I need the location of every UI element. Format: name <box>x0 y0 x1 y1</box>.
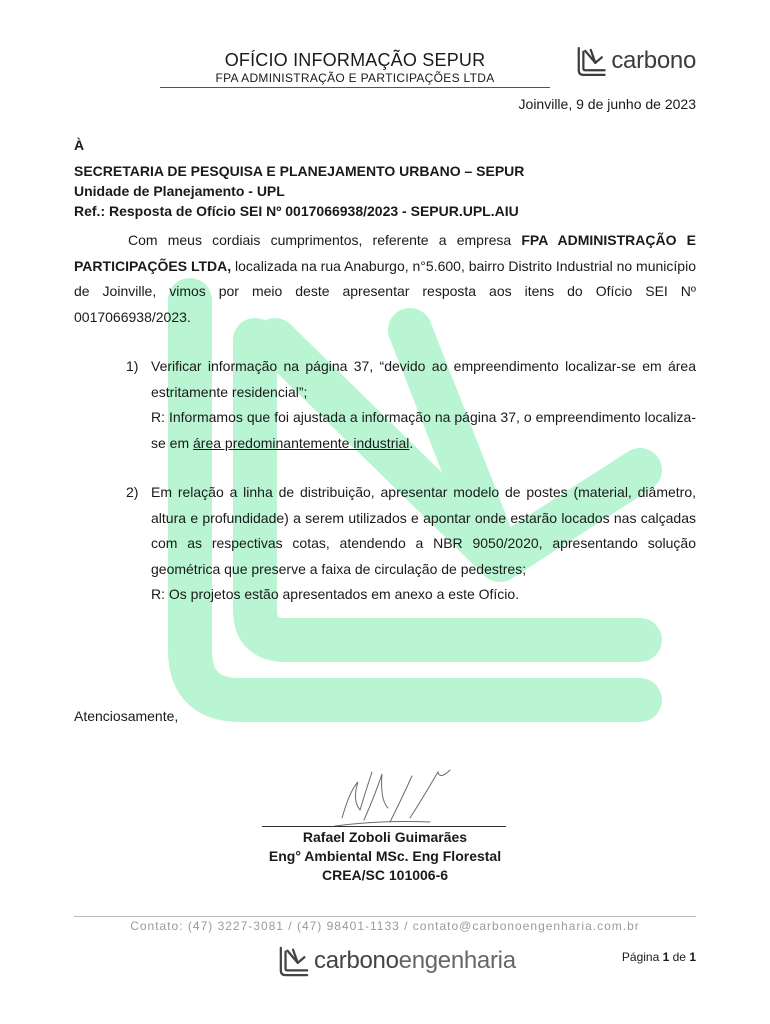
closing: Atenciosamente, <box>74 708 179 724</box>
list-item <box>126 480 696 608</box>
signer-title: Eng° Ambiental MSc. Eng Florestal <box>268 848 502 864</box>
footer-logo-light: engenharia <box>398 947 516 974</box>
document-date: Joinville, 9 de junho de 2023 <box>518 96 696 112</box>
signer-block <box>200 828 570 885</box>
intro-text-1: Com meus cordiais cumprimentos, referente a empresa <box>128 232 522 248</box>
recipient-block <box>74 135 524 221</box>
carbono-leaf-icon <box>278 944 310 978</box>
logo-text: carbono <box>611 47 696 74</box>
recipient-line-2: Unidade de Planejamento - UPL <box>74 183 285 199</box>
recipient-line-1: SECRETARIA DE PESQUISA E PLANEJAMENTO URBANO – SEPUR <box>74 163 525 179</box>
carbono-leaf-icon <box>576 43 607 79</box>
list-item <box>126 354 696 456</box>
recipient-line-3: Ref.: Resposta de Ofício SEI Nº 0017066938/2023 - SEPUR.UPL.AIU <box>74 203 519 219</box>
item-number: 1) <box>126 358 139 374</box>
document-title: OFÍCIO INFORMAÇÃO SEPUR <box>224 50 486 70</box>
underlined-text: área predominantemente industrial <box>193 434 410 451</box>
signer-name: Rafael Zoboli Guimarães <box>302 829 468 845</box>
salutation: À <box>74 137 85 153</box>
item-question: Verificar informação na página 37, “devido ao empreendimento localizar-se em área estritamente residencial”; <box>151 358 696 400</box>
footer-contact: Contato: (47) 3227-3081 / (47) 98401-1133 / contato@carbonoengenharia.com.br <box>130 919 640 933</box>
signature-icon <box>320 760 470 830</box>
footer-logo-bold: carbono <box>314 947 399 974</box>
item-answer: R: Os projetos estão apresentados em anexo a este Ofício. <box>151 586 520 602</box>
item-answer: R: Informamos que foi ajustada a informação na página 37, o empreendimento localiza-se em área predominantemente industrial. <box>151 409 696 451</box>
intro-company: FPA ADMINISTRAÇÃO E PARTICIPAÇÕES LTDA, <box>74 232 696 274</box>
signature-line <box>262 826 506 827</box>
footer-logo <box>278 940 516 982</box>
footer-divider <box>74 916 696 917</box>
company-subtitle: FPA ADMINISTRAÇÃO E PARTICIPAÇÕES LTDA <box>215 71 495 85</box>
signer-registration: CREA/SC 101006-6 <box>321 867 449 883</box>
page-number: Página 1 de 1 <box>621 950 696 964</box>
intro-paragraph <box>74 228 696 330</box>
intro-text-2: localizada na rua Anaburgo, n°5.600, bairro Distrito Industrial no município de Joinville, vimos por meio deste apresentar resposta aos itens do Ofício SEI Nº 0017066938/2023. <box>74 257 696 325</box>
carbono-logo <box>576 40 696 82</box>
item-number: 2) <box>126 484 139 500</box>
item-question: Em relação a linha de distribuição, apresentar modelo de postes (material, diâmetro, altura e profundidade) a serem utilizados e apontar onde estarão locados nas calçadas com as respectivas cotas, atendendo a NBR 9050/2020, apresentando solução geométrica que preserve a faixa de circulação de pedestres; <box>151 484 696 577</box>
header-divider <box>160 87 550 88</box>
